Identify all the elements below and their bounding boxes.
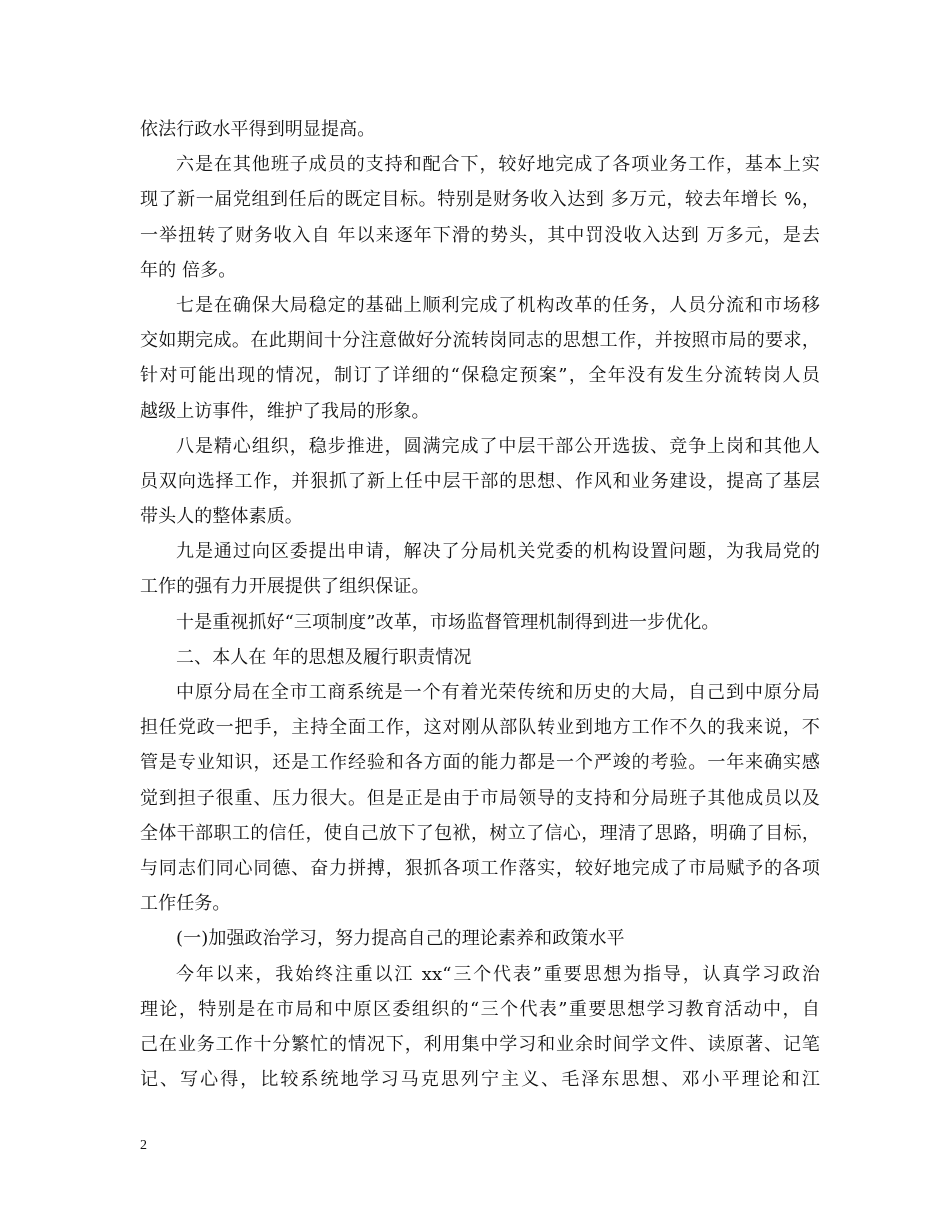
text-line: 现了新一届党组到任后的既定目标。特别是财务收入达到 多万元，较去年增长 %， bbox=[140, 189, 820, 211]
text-line: 越级上访事件，维护了我局的形象。 bbox=[140, 400, 430, 422]
text-line: 工作任务。 bbox=[140, 893, 231, 915]
text-line: 十是重视抓好“三项制度”改革，市场监督管理机制得到进一步优化。 bbox=[176, 611, 720, 633]
text-line: 觉到担子很重、压力很大。但是正是由于市局领导的支持和分局班子其他成员以及 bbox=[140, 787, 820, 809]
text-line: 九是通过向区委提出申请，解决了分局机关党委的机构设置问题，为我局党的 bbox=[176, 541, 820, 563]
text-line: 带头人的整体素质。 bbox=[140, 506, 303, 528]
page-number: 2 bbox=[140, 1138, 147, 1153]
text-line: 理论，特别是在市局和中原区委组织的“三个代表”重要思想学习教育活动中，自 bbox=[140, 998, 820, 1020]
text-line: 今年以来，我始终注重以江 xx“三个代表”重要思想为指导，认真学习政治 bbox=[176, 963, 820, 985]
text-line: 七是在确保大局稳定的基础上顺利完成了机构改革的任务，人员分流和市场移 bbox=[176, 294, 820, 316]
text-line: 一举扭转了财务收入自 年以来逐年下滑的势头，其中罚没收入达到 万多元，是去 bbox=[140, 224, 820, 246]
text-line: 员双向选择工作，并狠抓了新上任中层干部的思想、作风和业务建设，提高了基层 bbox=[140, 470, 820, 492]
text-line: 担任党政一把手，主持全面工作，这对刚从部队转业到地方工作不久的我来说，不 bbox=[140, 717, 820, 739]
text-line: 依法行政水平得到明显提高。 bbox=[140, 119, 376, 140]
text-line: 针对可能出现的情况，制订了详细的“保稳定预案”，全年没有发生分流转岗人员 bbox=[140, 365, 820, 387]
text-line: 与同志们同心同德、奋力拼搏，狠抓各项工作落实，较好地完成了市局赋予的各项 bbox=[140, 857, 820, 879]
text-line: 己在业务工作十分繁忙的情况下，利用集中学习和业余时间学文件、读原著、记笔 bbox=[140, 1033, 820, 1055]
text-line: 管是专业知识，还是工作经验和各方面的能力都是一个严竣的考验。一年来确实感 bbox=[140, 752, 820, 774]
subsection-heading: (一)加强政治学习，努力提高自己的理论素养和政策水平 bbox=[176, 928, 625, 950]
text-line: 中原分局在全市工商系统是一个有着光荣传统和历史的大局，自己到中原分局 bbox=[176, 682, 820, 703]
text-line: 工作的强有力开展提供了组织保证。 bbox=[140, 576, 430, 598]
text-line: 交如期完成。在此期间十分注意做好分流转岗同志的思想工作，并按照市局的要求， bbox=[140, 330, 820, 352]
section-heading: 二、本人在 年的思想及履行职责情况 bbox=[176, 646, 472, 668]
text-line: 八是精心组织，稳步推进，圆满完成了中层干部公开选拔、竞争上岗和其他人 bbox=[176, 435, 820, 457]
text-line: 全体干部职工的信任，使自己放下了包袱，树立了信心，理清了思路，明确了目标， bbox=[140, 822, 820, 844]
document-body bbox=[140, 112, 820, 1097]
text-line: 记、写心得，比较系统地学习马克思列宁主义、毛泽东思想、邓小平理论和江 bbox=[140, 1069, 820, 1091]
text-line: 六是在其他班子成员的支持和配合下，较好地完成了各项业务工作，基本上实 bbox=[176, 154, 820, 176]
text-line: 年的 倍多。 bbox=[140, 259, 237, 281]
